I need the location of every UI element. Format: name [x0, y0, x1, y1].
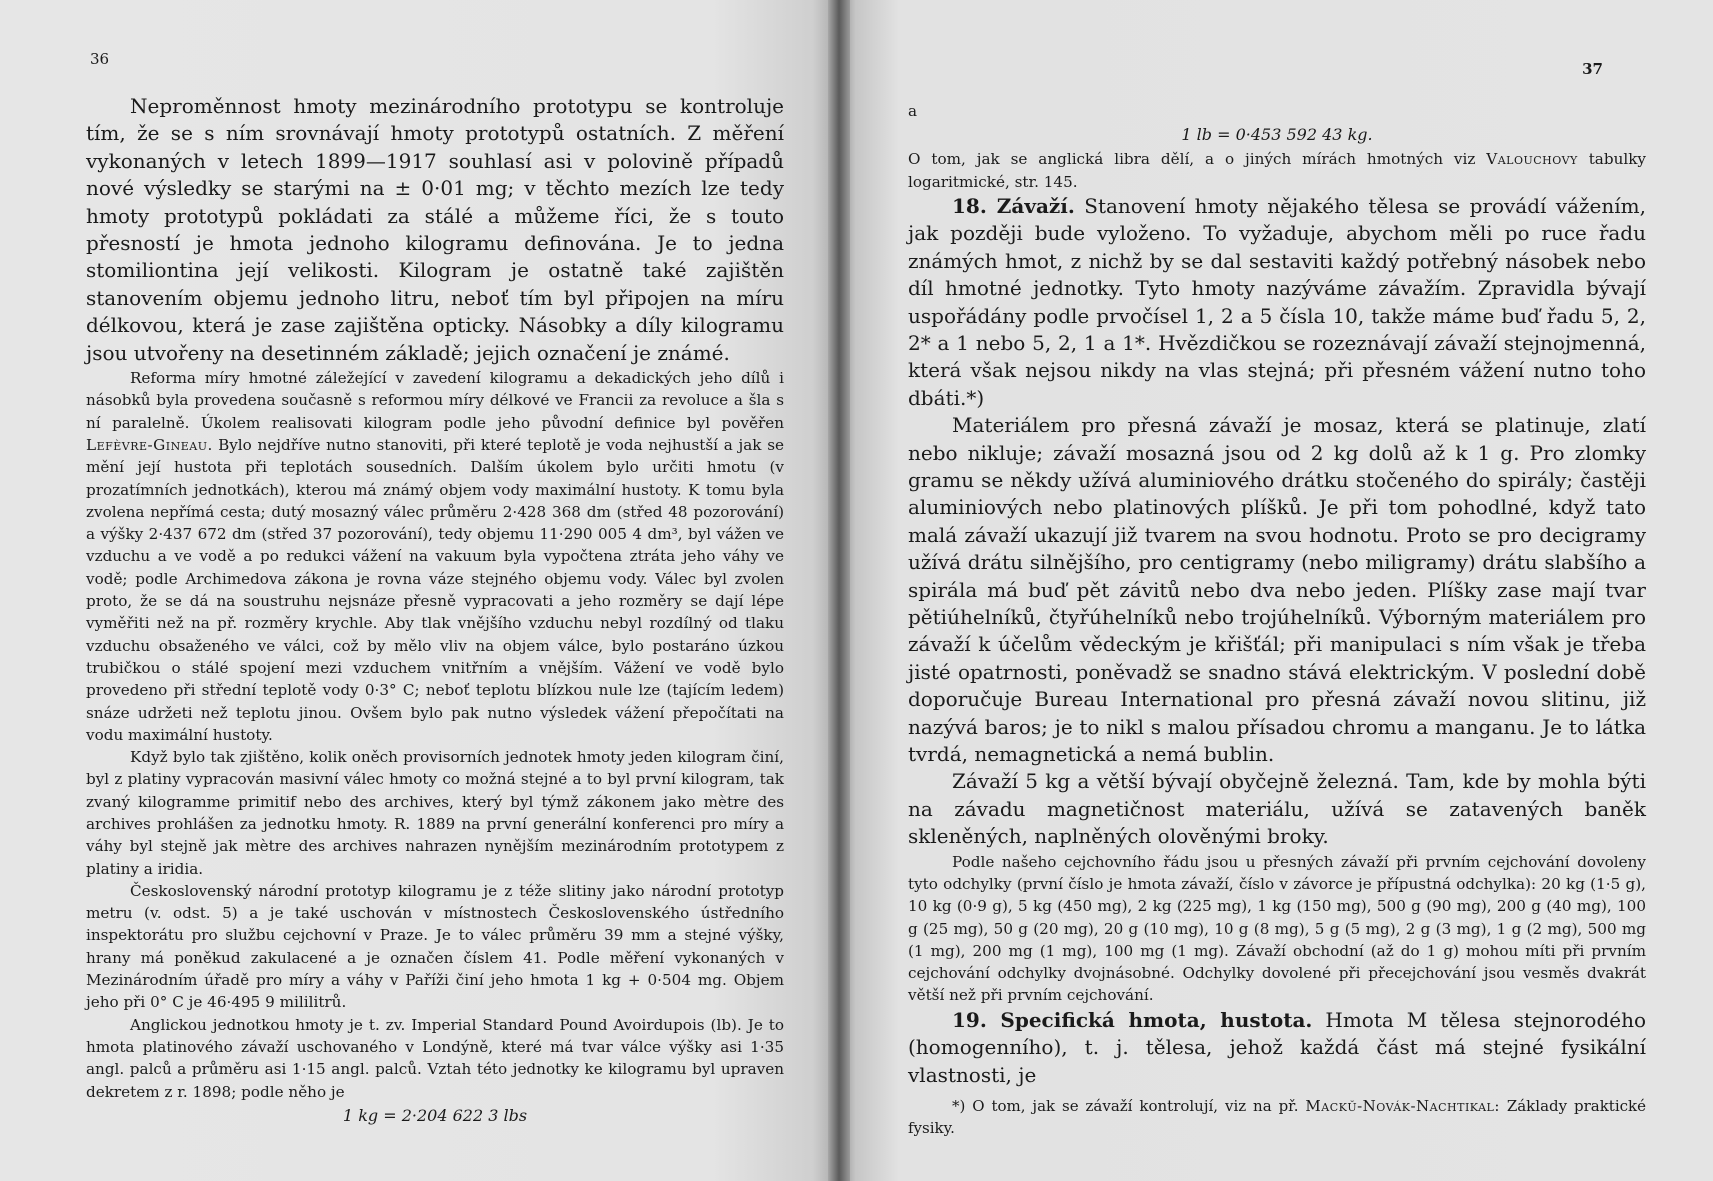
- text-note-pound-b: tabulky logaritmické, str. 145.: [908, 150, 1646, 191]
- equation-kg-to-lbs: 1 kg = 2·204 622 3 lbs: [342, 1105, 528, 1125]
- footnote: [908, 1095, 1646, 1139]
- paragraph-kilogram-history: [86, 367, 784, 746]
- page-number-right: 37: [1582, 60, 1603, 78]
- page-number-left: 36: [90, 50, 110, 68]
- section-18-heading: 18. Závaží.: [952, 193, 1075, 218]
- text-section-18-p1: Stanovení hmoty nějakého tělesa se provádí vážením, jak později bude vyloženo. To vyžaduje, abychom měli po ruce řadu známých hmot, z nichž by se dal sestaviti každý potřebný násobek nebo díl hmotné jednotky. Tyto hmoty nazýváme závažím. Zpravidla bývají uspořádány podle prvočísel 1, 2 a 5 čísla 10, takže máme buď řadu 5, 2, 2* a 1 nebo 5, 2, 1 a 1*. Hvězdičkou se rozeznávají závaží stejnojmenná, která však nejsou nikdy na vlas stejná; při přesném vážení nutno toho dbáti.*): [908, 193, 1646, 410]
- paragraph-english-pound: Anglickou jednotkou hmoty je t. zv. Imperial Standard Pound Avoirdupois (lb). Je to hmota platinového závaží uschovaného v Londýně, které má tvar válce výšky asi 1·35 angl. palců a průměru asi 1·15 angl. palců. Vztah této jednotky ke kilogramu byl upraven dekretem z r. 1898; podle něho je: [86, 1015, 784, 1101]
- text-kilogram-history-a: Reforma míry hmotné záležející v zavedení kilogramu a dekadických jeho dílů i násobků byla provedena současně s reformou míry délkové ve Francii za revoluce a šla s ní paralelně. Úkolem realisovati kilogram podle jeho původní definice byl pověřen: [86, 369, 784, 432]
- author-macku-novak-nachtikal: Mackŭ-Novák-Nachtikal:: [1305, 1096, 1500, 1115]
- section-18-paragraph-2: Materiálem pro přesná závaží je mosaz, která se platinuje, zlatí nebo nikluje; závaží mosazná jsou od 2 kg dolů až k 1 g. Pro zlomky gramu se někdy užívá aluminiového drátku stočeného do spirály; častěji aluminiových nebo platinových plíšků. Je při tom pohodlné, když tato malá závaží ukazují již tvarem na svou hodnotu. Proto se pro decigramy užívá drátu silnějšího, pro centigramy (nebo miligramy) drátu slabšího a spirála má buď pět závitů nebo dva nebo jeden. Plíšky zase mají tvar pětiúhelníků, čtyřúhelníků nebo trojúhelníků. Výborným materiálem pro závaží k účelům vědeckým je křišťál; při manipulaci s ním však je třeba jisté opatrnosti, poněvadž se snadno stává elektrickým. V poslední době doporučuje Bureau International pro přesná závaží novou slitinu, již nazývá baros; je to nikl s malou přísadou chromu a manganu. Je to látka tvrdá, nemagnetická a nemá bublin.: [908, 413, 1646, 767]
- text-footnote-a: *) O tom, jak se závaží kontrolují, viz na př.: [952, 1096, 1299, 1115]
- conjunction-a: a: [908, 102, 918, 120]
- paragraph-mass-constancy: Neproměnnost hmoty mezinárodního prototypu se kontroluje tím, že se s ním srovnávají hmoty prototypů ostatních. Z měření vykonaných v letech 1899—1917 souhlasí asi v polovině případů nové výsledky se starými na ± 0·01 mg; v těchto mezích lze tedy hmoty prototypů pokládati za stálé a můžeme říci, že s touto přesností je hmota jednoho kilogramu definována. Je to jedna stomiliontina její velikosti. Kilogram je ostatně také zajištěn stanovením objemu jednoho litru, neboť tím byl připojen na míru délkovou, která je zase zajištěna opticky. Násobky a díly kilogramu jsou utvořeny na desetinném základě; jejich označení je známé.: [86, 94, 784, 365]
- page-right-body: [908, 100, 1646, 1139]
- page-left: [0, 0, 838, 1181]
- section-19-heading: 19. Specifická hmota, hustota.: [952, 1007, 1313, 1032]
- text-footnote-b: Základy praktické fysiky.: [908, 1096, 1646, 1137]
- book-gutter: [828, 0, 850, 1181]
- text-kilogram-history-b: . Bylo nejdříve nutno stanoviti, při které teplotě je voda nejhustší a jak se mění její hustota při teplotách sousedních. Dalším úkolem bylo určiti hmotu (v prozatímních jednotkách), kterou má známý objem vody maximální hustoty. K tomu byla zvolena nepřímá cesta; dutý mosazný válec průměru 2·428 368 dm (střed 48 pozorování) a výšky 2·437 672 dm (střed 37 pozorování), tedy objemu 11·290 005 4 dm³, byl vážen ve vzduchu a ve vodě a po redukci vážení na vakuum byla vypočtena ztráta jeho váhy ve vodě; podle Archimedova zákona je rovna váze stejného objemu vody. Válec byl zvolen proto, že se dá na soustruhu nejsnáze přesně vypracovati a jeho rozměry se dají lépe vyměřiti než na př. rozměry krychle. Aby tlak vnějšího vzduchu nebyl rozdílný od tlaku vzduchu obsaženého ve válci, což by mělo vliv na objem válce, bylo postaráno úzkou trubičkou o stálé spojení mezi vzduchem vnitřním a vnějším. Vážení ve vodě bylo provedeno při střední teplotě vody 0·3° C; neboť teplotu blízkou nule lze (tajícím ledem) snáze udržeti než teplotu jinou. Ovšem bylo pak nutno výsledek vážení přepočítati na vodu maximální hustoty.: [86, 435, 784, 744]
- paragraph-czechoslovak-prototype: Československý národní prototyp kilogramu je z téže slitiny jako národní prototyp metru (v. odst. 5) a je také uschován v místnostech Československého ústředního inspektorátu pro službu cejchovní v Praze. Je to válec průměru 39 mm a stejné výšky, hrany má poněkud zakulacené a je označen číslem 41. Podle měření vykonaných v Mezinárodním úřadě pro míry a váhy v Paříži činí jeho hmota 1 kg + 0·504 mg. Objem jeho při 0° C je 46·495 9 mililitrů.: [86, 881, 784, 1012]
- author-lefevre-gineau: Lefèvre-Gineau: [86, 435, 208, 454]
- text-section-19-p1: Hmota M tělesa stejnorodého (homogenního), t. j. tělesa, jehož každá část má stejné fysikální vlastnosti, je: [908, 1007, 1646, 1087]
- text-note-pound-a: O tom, jak se anglická libra dělí, a o jiných mírách hmotných viz: [908, 150, 1476, 169]
- section-19-paragraph-1: [908, 1007, 1646, 1089]
- page-right: [838, 0, 1713, 1181]
- author-valouch: Valouchovy: [1486, 150, 1578, 169]
- equation-lb-to-kg: 1 lb = 0·453 592 43 kg.: [1181, 125, 1373, 145]
- section-18-note-tolerances: Podle našeho cejchovního řádu jsou u přesných závaží při prvním cejchování dovoleny tyto odchylky (první číslo je hmota závaží, číslo v závorce je přípustná odchylka): 20 kg (1·5 g), 10 kg (0·9 g), 5 kg (450 mg), 2 kg (225 mg), 1 kg (150 mg), 500 g (90 mg), 200 g (40 mg), 100 g (25 mg), 50 g (20 mg), 20 g (10 mg), 10 g (8 mg), 5 g (5 mg), 2 g (3 mg), 1 g (2 mg), 500 mg (1 mg), 200 mg (1 mg), 100 mg (1 mg). Závaží obchodní (až do 1 g) mohou míti při prvním cejchování odchylky dvojnásobné. Odchylky dovolené při přecejchování jsou vesměs dvakrát větší než při prvním cejchování.: [908, 852, 1646, 1005]
- section-18-paragraph-1: [908, 193, 1646, 412]
- paragraph-kilogramme-primitif: Když bylo tak zjištěno, kolik oněch provisorních jednotek hmoty jeden kilogram činí, byl z platiny vypracován masivní válec hmoty co možná stejné a to byl první kilogram, tak zvaný kilogramme primitif nebo des archives, který byl týmž zákonem jako mètre des archives prohlášen za jednotku hmoty. R. 1889 na první generální konferenci pro míry a váhy byl stejně jak mètre des archives nahrazen nynějším mezinárodním prototypem z platiny a iridia.: [86, 748, 784, 878]
- note-english-pound: [908, 148, 1646, 193]
- section-18-paragraph-3: Závaží 5 kg a větší bývají obyčejně železná. Tam, kde by mohla býti na závadu magnetičnost materiálu, užívá se zatavených baněk skleněných, naplněných olověnými broky.: [908, 769, 1646, 849]
- page-left-body: [86, 93, 784, 1129]
